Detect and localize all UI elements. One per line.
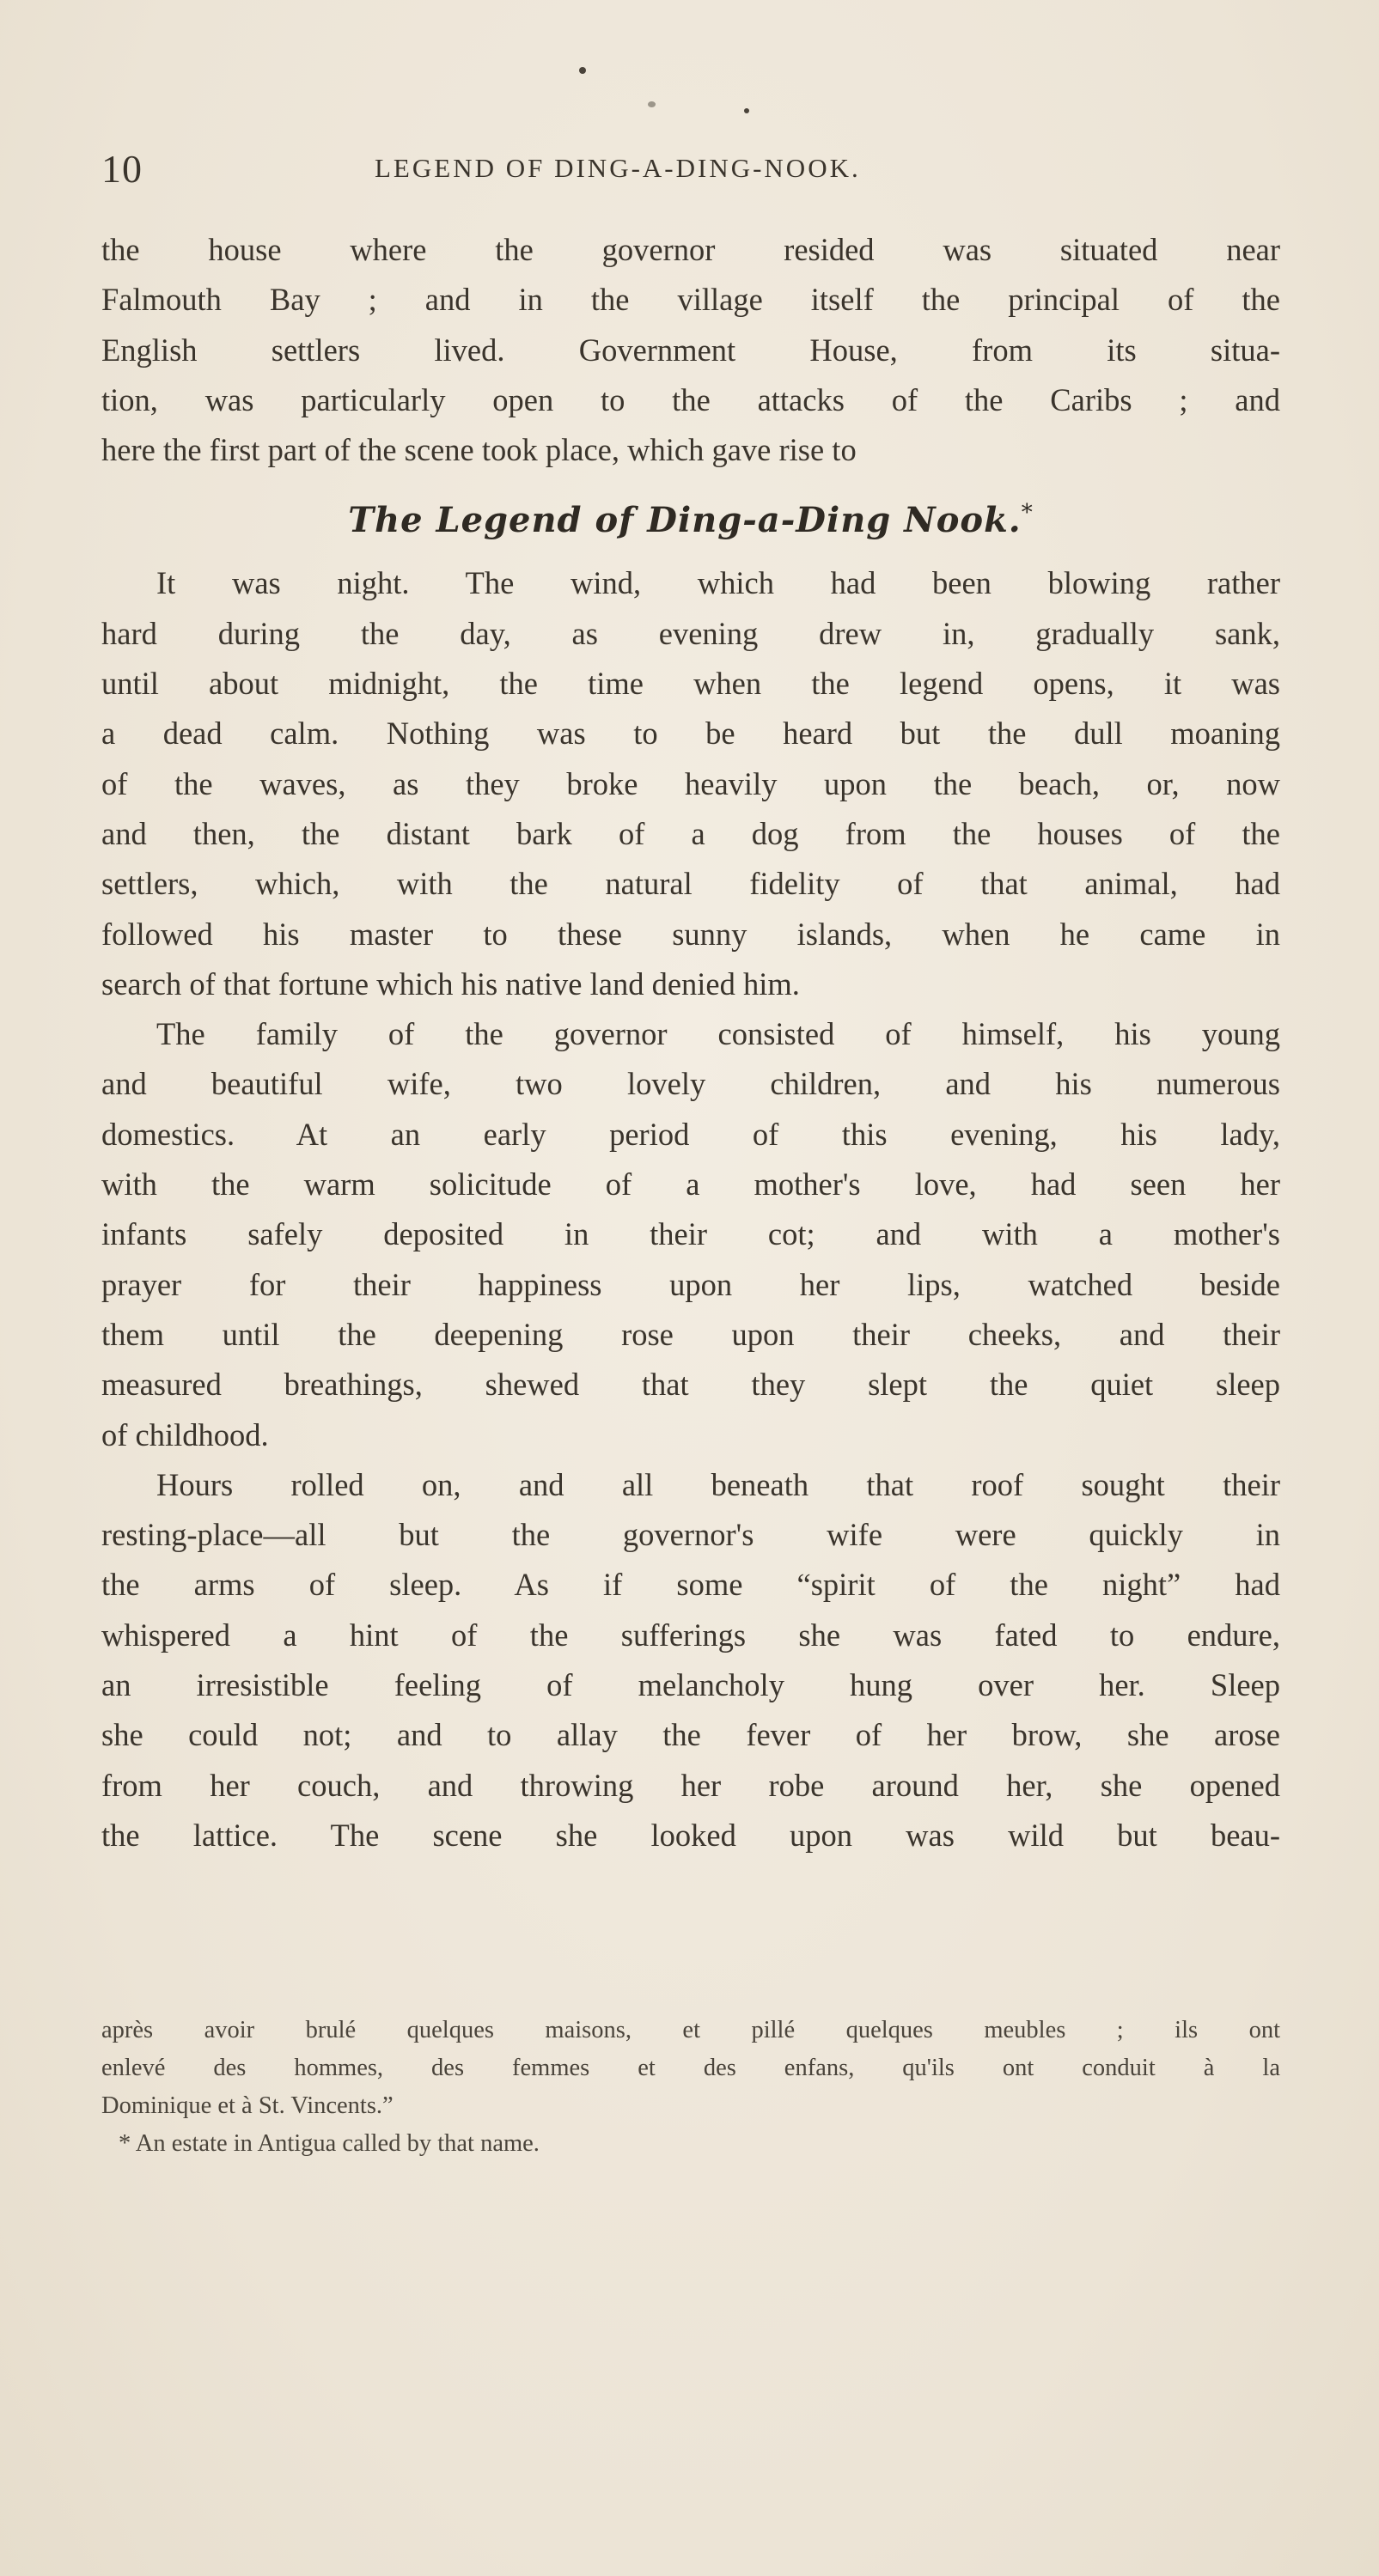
text-line: a dead calm. Nothing was to be heard but the dull moaning <box>101 716 1280 752</box>
ink-speck <box>744 108 749 113</box>
text-line: measured breathings, shewed that they slept the quiet sleep <box>101 1367 1280 1403</box>
ink-speck <box>648 101 656 107</box>
text-line: and beautiful wife, two lovely children, and his numerous <box>101 1066 1280 1102</box>
text-line: whispered a hint of the sufferings she was fated to endure, <box>101 1617 1280 1653</box>
text-line: settlers, which, with the natural fidelity of that animal, had <box>101 866 1280 902</box>
text-line: the lattice. The scene she looked upon was wild but beau- <box>101 1817 1280 1853</box>
footnote-line: enlevé des hommes, des femmes et des enfans, qu'ils ont conduit à la <box>101 2055 1280 2081</box>
text-line: the arms of sleep. As if some “spirit of the night” had <box>101 1567 1280 1603</box>
text-line: tion, was particularly open to the attacks of the Caribs ; and <box>101 381 1280 417</box>
text-line: infants safely deposited in their cot; and with a mother's <box>101 1216 1280 1252</box>
text-line: domestics. At an early period of this evening, his lady, <box>101 1116 1280 1152</box>
ink-speck <box>579 67 586 74</box>
paragraph-night <box>101 558 1280 1009</box>
text-line: them until the deepening rose upon their cheeks, and their <box>101 1316 1280 1352</box>
text-line: The family of the governor consisted of himself, his young <box>156 1016 1280 1052</box>
text-line: here the first part of the scene took place, which gave rise to <box>101 432 857 468</box>
footnote-line: Dominique et à St. Vincents.” <box>101 2092 394 2119</box>
text-line: of childhood. <box>101 1416 269 1452</box>
running-head: LEGEND OF DING-A-DING-NOOK. <box>375 153 861 183</box>
footnote-marker: * <box>1021 500 1034 527</box>
footnote-star: * An estate in Antigua called by that name. <box>119 2130 540 2157</box>
text-line: from her couch, and throwing her robe around her, she opened <box>101 1767 1280 1803</box>
text-line: of the waves, as they broke heavily upon the beach, or, now <box>101 765 1280 801</box>
text-line: she could not; and to allay the fever of her brow, she arose <box>101 1717 1280 1753</box>
text-line: Hours rolled on, and all beneath that roof sought their <box>156 1466 1280 1502</box>
paragraph-family <box>101 1009 1280 1460</box>
text-line: search of that fortune which his native land denied him. <box>101 965 800 1002</box>
section-title-text: The Legend of Ding-a-Ding Nook. <box>348 500 1022 541</box>
text-line: It was night. The wind, which had been blowing rather <box>156 565 1280 601</box>
text-line: English settlers lived. Government House, from its situa- <box>101 332 1280 368</box>
text-line: until about midnight, the time when the legend opens, it was <box>101 666 1280 702</box>
body-text <box>101 225 1280 1860</box>
page-number: 10 <box>101 147 143 191</box>
footnotes <box>101 2012 1280 2163</box>
text-line: an irresistible feeling of melancholy hung over her. Sleep <box>101 1667 1280 1703</box>
text-line: and then, the distant bark of a dog from the houses of the <box>101 815 1280 851</box>
footnote-line: après avoir brulé quelques maisons, et pillé quelques meubles ; ils ont <box>101 2017 1280 2043</box>
text-line: followed his master to these sunny islands, when he came in <box>101 916 1280 952</box>
text-line: resting-place—all but the governor's wife were quickly in <box>101 1517 1280 1553</box>
page-header <box>101 146 1280 198</box>
text-line: with the warm solicitude of a mother's love, had seen her <box>101 1166 1280 1203</box>
paragraph-hours <box>101 1460 1280 1860</box>
text-line: the house where the governor resided was situated near <box>101 232 1280 267</box>
text-line: prayer for their happiness upon her lips, watched beside <box>101 1266 1280 1302</box>
section-title <box>101 475 1280 558</box>
text-line: hard during the day, as evening drew in, gradually sank, <box>101 615 1280 651</box>
text-line: Falmouth Bay ; and in the village itself the principal of the <box>101 282 1280 318</box>
